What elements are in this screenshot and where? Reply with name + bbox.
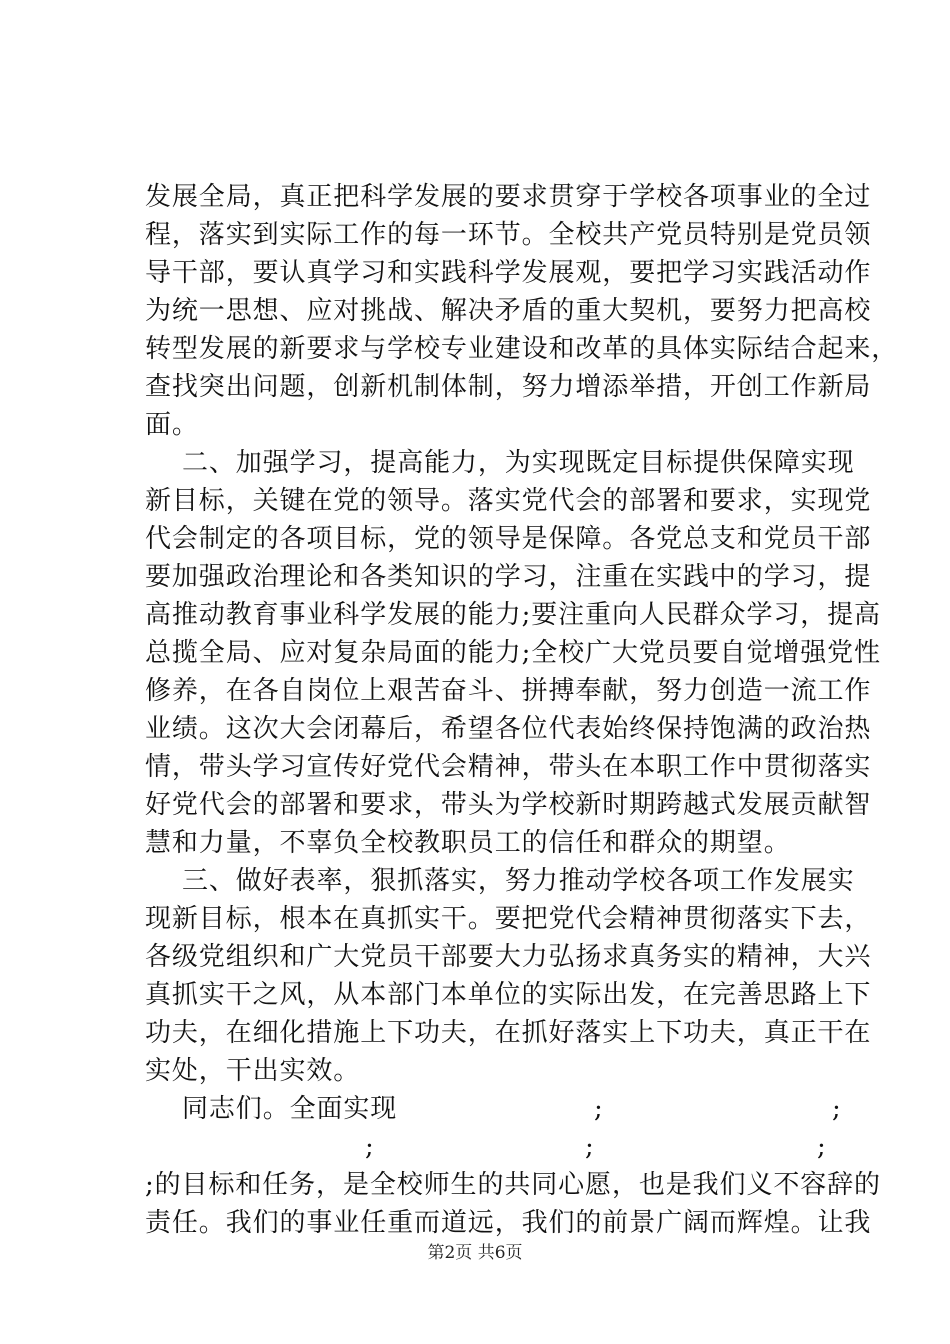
body-text-line: 业绩。这次大会闭幕后，希望各位代表始终保持饱满的政治热 (145, 714, 872, 744)
paragraph-start-line: 三、做好表率，狠抓落实，努力推动学校各项工作发展实 (182, 866, 855, 896)
body-text-line: 情，带头学习宣传好党代会精神，带头在本职工作中贯彻落实 (145, 752, 872, 782)
body-text-line: 查找突出问题，创新机制体制，努力增添举措，开创工作新局 (145, 372, 872, 402)
blank-semicolon: ; (817, 1132, 826, 1162)
body-text-line: 修养，在各自岗位上艰苦奋斗、拼搏奉献，努力创造一流工作 (145, 676, 872, 706)
body-text-line: 转型发展的新要求与学校专业建设和改革的具体实际结合起来， (145, 334, 899, 364)
page-footer: 第2页 共6页 (427, 1243, 523, 1263)
paragraph-start-line: 同志们。全面实现 (182, 1094, 398, 1124)
body-text-line: 高推动教育事业科学发展的能力;要注重向人民群众学习，提高 (145, 600, 881, 630)
body-text-line: 慧和力量，不辜负全校教职员工的信任和群众的期望。 (145, 828, 791, 858)
body-text-line: 真抓实干之风，从本部门本单位的实际出发，在完善思路上下 (145, 980, 872, 1010)
blank-semicolon: ; (365, 1132, 374, 1162)
body-text-line: 好党代会的部署和要求，带头为学校新时期跨越式发展贡献智 (145, 790, 872, 820)
body-text-line: 面。 (145, 410, 199, 440)
body-text-line: 要加强政治理论和各类知识的学习，注重在实践中的学习，提 (145, 562, 872, 592)
body-text-line: 程，落实到实际工作的每一环节。全校共产党员特别是党员领 (145, 220, 872, 250)
body-text-line: 发展全局，真正把科学发展的要求贯穿于学校各项事业的全过 (145, 182, 872, 212)
body-text-line: 现新目标，根本在真抓实干。要把党代会精神贯彻落实下去， (145, 904, 872, 934)
blank-semicolon: ; (832, 1094, 841, 1124)
body-text-line: 新目标，关键在党的领导。落实党代会的部署和要求，实现党 (145, 486, 872, 516)
body-text-line: 总揽全局、应对复杂局面的能力;全校广大党员要自觉增强党性 (145, 638, 881, 668)
body-text-line: 各级党组织和广大党员干部要大力弘扬求真务实的精神，大兴 (145, 942, 872, 972)
body-text-line: 导干部，要认真学习和实践科学发展观，要把学习实践活动作 (145, 258, 872, 288)
body-text-line: 为统一思想、应对挑战、解决矛盾的重大契机，要努力把高校 (145, 296, 872, 326)
blank-semicolon: ; (594, 1094, 603, 1124)
body-text-line: 代会制定的各项目标，党的领导是保障。各党总支和党员干部 (145, 524, 872, 554)
body-text-line: 责任。我们的事业任重而道远，我们的前景广阔而辉煌。让我 (145, 1208, 872, 1238)
paragraph-start-line: 二、加强学习，提高能力，为实现既定目标提供保障实现 (182, 448, 855, 478)
body-text-line: 实处，干出实效。 (145, 1056, 361, 1086)
body-text-line: 功夫，在细化措施上下功夫，在抓好落实上下功夫，真正干在 (145, 1018, 872, 1048)
blank-semicolon: ; (585, 1132, 594, 1162)
body-text-line: ;的目标和任务，是全校师生的共同心愿，也是我们义不容辞的 (145, 1170, 881, 1200)
